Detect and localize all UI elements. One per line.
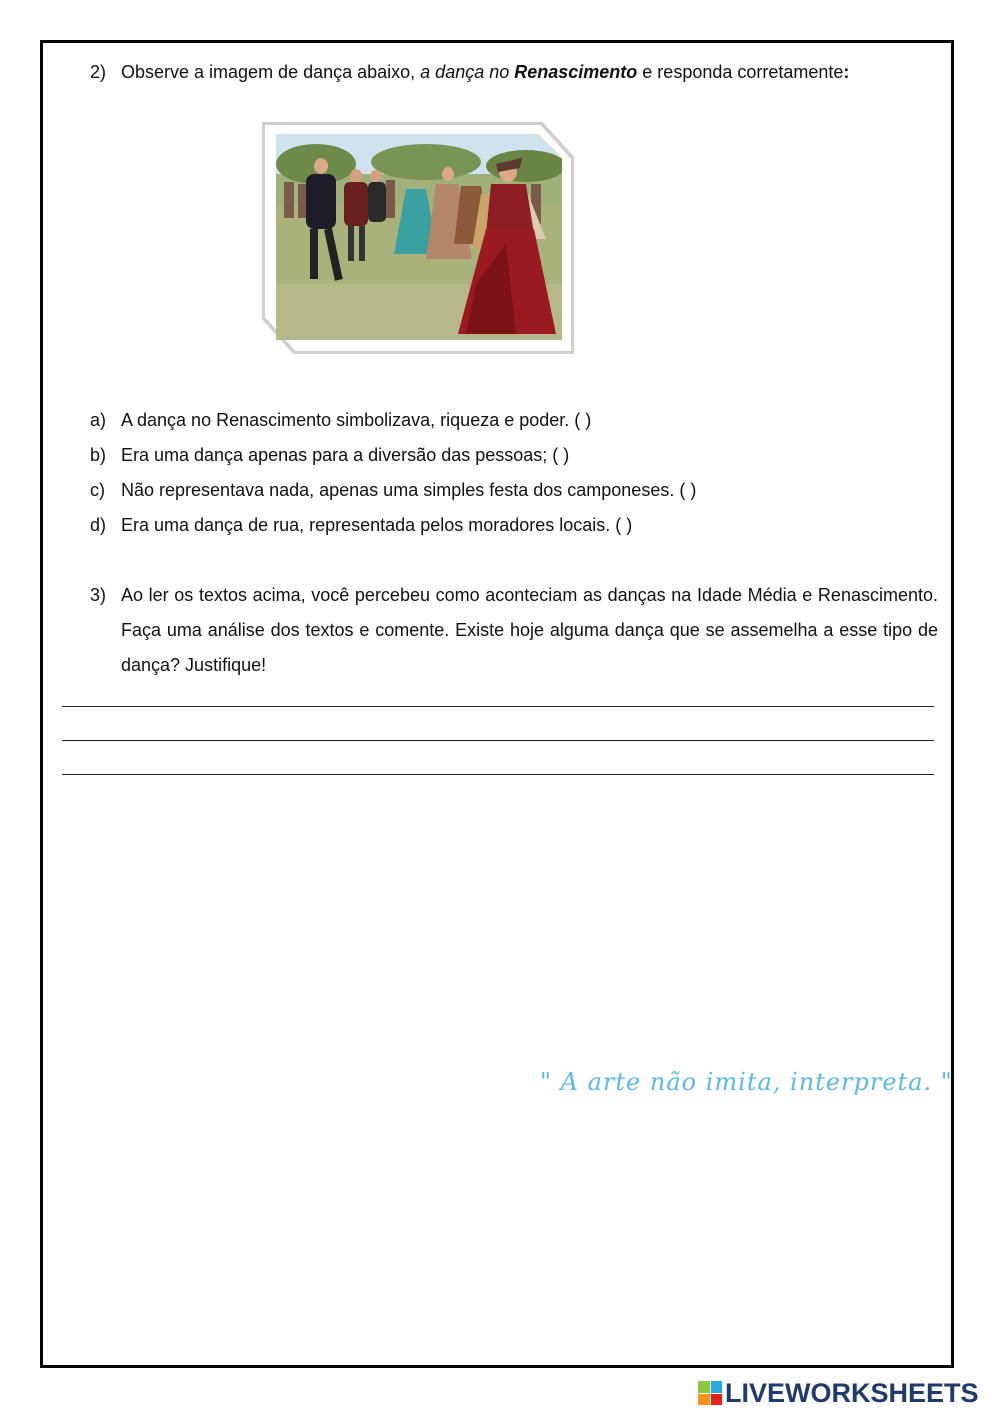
option-a-text: A dança no Renascimento simbolizava, riqueza e poder. ( ) — [121, 410, 592, 430]
option-d — [90, 515, 632, 536]
question-2-number: 2) — [90, 62, 107, 82]
renaissance-dance-photo — [276, 134, 562, 340]
liveworksheets-logo[interactable] — [698, 1378, 979, 1408]
question-2-text-bold-italic: Renascimento — [514, 62, 638, 82]
option-b-letter: b) — [90, 445, 107, 465]
answer-line-1[interactable] — [62, 706, 934, 707]
liveworksheets-logo-icon — [698, 1381, 722, 1405]
question-3-number: 3) — [90, 585, 107, 605]
option-d-letter: d) — [90, 515, 107, 535]
question-2-text-before: Observe a imagem de dança abaixo, — [121, 62, 421, 82]
answer-line-3[interactable] — [62, 774, 934, 775]
question-2-colon: : — [843, 62, 850, 82]
liveworksheets-logo-text: LIVEWORKSHEETS — [725, 1377, 979, 1408]
option-c-letter: c) — [90, 480, 105, 500]
answer-line-2[interactable] — [62, 740, 934, 741]
option-c-text: Não representava nada, apenas uma simples festa dos camponeses. ( ) — [121, 480, 697, 500]
quote: " A arte não imita, interpreta. " — [540, 1068, 953, 1096]
option-a-letter: a) — [90, 410, 107, 430]
question-3 — [90, 578, 938, 683]
option-b — [90, 445, 569, 466]
question-2 — [90, 62, 849, 83]
question-3-text: Ao ler os textos acima, você percebeu como aconteciam as danças na Idade Média e Renascimento. Faça uma análise dos textos e comente. Existe hoje alguma dança que se assemelha a esse tipo de dança? Justifique! — [121, 585, 938, 675]
option-b-text: Era uma dança apenas para a diversão das pessoas; ( ) — [121, 445, 570, 465]
question-2-text-after: e responda corretamente — [637, 62, 844, 82]
option-a — [90, 410, 591, 431]
option-c — [90, 480, 696, 501]
question-2-text-italic: a dança no — [420, 62, 515, 82]
option-d-text: Era uma dança de rua, representada pelos moradores locais. ( ) — [121, 515, 633, 535]
